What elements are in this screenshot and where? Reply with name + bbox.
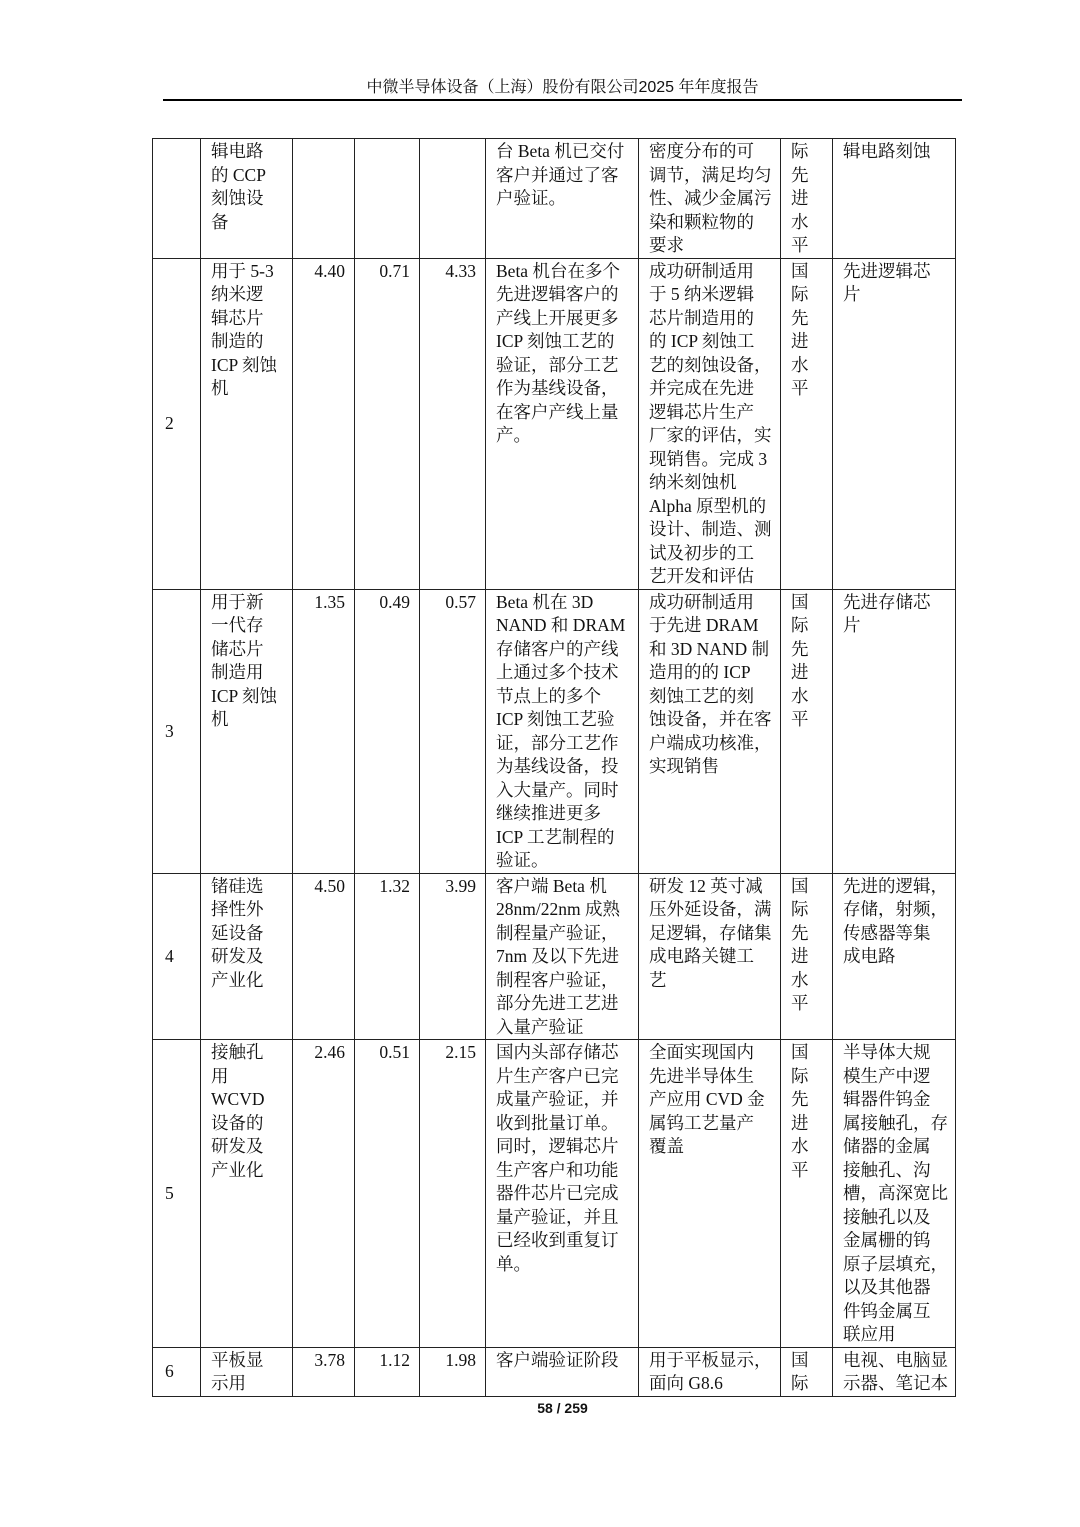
row-number: 2 — [153, 258, 201, 589]
application-text: 先进存储芯 片 — [833, 589, 956, 873]
project-name: 锗硅选 择性外 延设备 研发及 产业化 — [201, 873, 293, 1040]
rd-projects-table — [152, 138, 956, 1397]
row-number — [153, 139, 201, 259]
tech-level: 国 际 — [781, 1347, 833, 1396]
cumulative-investment: 0.57 — [420, 589, 486, 873]
application-text: 先进的逻辑， 存储，射频， 传感器等集 成电路 — [833, 873, 956, 1040]
target-text: 成功研制适用 于 5 纳米逻辑 芯片制造用的 的 ICP 刻蚀工 艺的刻蚀设备， 并完成在先进 逻辑芯片生产 厂家的评估，实 现销售。完成 3 纳米刻蚀机 Alpha 原型机的 设计、制造、测 试及初步的工 艺开发和评估 — [639, 258, 781, 589]
progress-text: 客户端 Beta 机 28nm/22nm 成熟 制程量产验证， 7nm 及以下先进 制程客户验证， 部分先进工艺进 入量产验证 — [486, 873, 639, 1040]
row-number: 3 — [153, 589, 201, 873]
current-investment: 1.12 — [355, 1347, 420, 1396]
total-investment: 1.35 — [293, 589, 355, 873]
header-divider — [163, 99, 962, 101]
current-investment — [355, 139, 420, 259]
target-text: 用于平板显示， 面向 G8.6 — [639, 1347, 781, 1396]
total-investment — [293, 139, 355, 259]
application-text: 半导体大规 模生产中逻 辑器件钨金 属接触孔，存 储器的金属 接触孔、沟 槽，高深宽比 接触孔以及 金属栅的钨 原子层填充， 以及其他器 件钨金属互 联应用 — [833, 1040, 956, 1348]
tech-level: 国 际 先 进 水 平 — [781, 873, 833, 1040]
project-name: 平板显 示用 — [201, 1347, 293, 1396]
target-text: 研发 12 英寸减 压外延设备，满 足逻辑，存储集 成电路关键工 艺 — [639, 873, 781, 1040]
progress-text: 国内头部存储芯 片生产客户已完 成量产验证，并 收到批量订单。 同时，逻辑芯片 生产客户和功能 器件芯片已完成 量产验证，并且 已经收到重复订 单。 — [486, 1040, 639, 1348]
tech-level: 国 际 先 进 水 平 — [781, 258, 833, 589]
project-name: 接触孔 用 WCVD 设备的 研发及 产业化 — [201, 1040, 293, 1348]
table-row — [153, 873, 956, 1040]
target-text: 成功研制适用 于先进 DRAM 和 3D NAND 制 造用的的 ICP 刻蚀工艺的刻 蚀设备，并在客 户端成功核准， 实现销售 — [639, 589, 781, 873]
progress-text: Beta 机在 3D NAND 和 DRAM 存储客户的产线 上通过多个技术 节点上的多个 ICP 刻蚀工艺验 证，部分工艺作 为基线设备，投 入大量产。同时 继续推进更多 ICP 工艺制程的 验证。 — [486, 589, 639, 873]
total-investment: 3.78 — [293, 1347, 355, 1396]
cumulative-investment — [420, 139, 486, 259]
current-investment: 0.71 — [355, 258, 420, 589]
table-row — [153, 1347, 956, 1396]
project-name: 用于 5-3 纳米逻 辑芯片 制造的 ICP 刻蚀 机 — [201, 258, 293, 589]
total-investment: 4.40 — [293, 258, 355, 589]
row-number: 6 — [153, 1347, 201, 1396]
application-text: 电视、电脑显 示器、笔记本 — [833, 1347, 956, 1396]
target-text: 密度分布的可 调节，满足均匀 性、减少金属污 染和颗粒物的 要求 — [639, 139, 781, 259]
current-investment: 1.32 — [355, 873, 420, 1040]
current-investment: 0.49 — [355, 589, 420, 873]
application-text: 辑电路刻蚀 — [833, 139, 956, 259]
cumulative-investment: 3.99 — [420, 873, 486, 1040]
progress-text: 客户端验证阶段 — [486, 1347, 639, 1396]
table-row — [153, 1040, 956, 1348]
cumulative-investment: 2.15 — [420, 1040, 486, 1348]
row-number: 4 — [153, 873, 201, 1040]
current-investment: 0.51 — [355, 1040, 420, 1348]
report-header-title: 中微半导体设备（上海）股份有限公司2025 年年度报告 — [366, 79, 759, 96]
page-number: 58 / 259 — [537, 1400, 588, 1416]
progress-text: Beta 机台在多个 先进逻辑客户的 产线上开展更多 ICP 刻蚀工艺的 验证，部分工艺 作为基线设备， 在客户产线上量 产。 — [486, 258, 639, 589]
table-row — [153, 139, 956, 259]
cumulative-investment: 4.33 — [420, 258, 486, 589]
row-number: 5 — [153, 1040, 201, 1348]
table-row — [153, 589, 956, 873]
tech-level: 际 先 进 水 平 — [781, 139, 833, 259]
tech-level: 国 际 先 进 水 平 — [781, 1040, 833, 1348]
target-text: 全面实现国内 先进半导体生 产应用 CVD 金 属钨工艺量产 覆盖 — [639, 1040, 781, 1348]
table-row — [153, 258, 956, 589]
total-investment: 4.50 — [293, 873, 355, 1040]
tech-level: 国 际 先 进 水 平 — [781, 589, 833, 873]
progress-text: 台 Beta 机已交付 客户并通过了客 户验证。 — [486, 139, 639, 259]
project-name: 用于新 一代存 储芯片 制造用 ICP 刻蚀 机 — [201, 589, 293, 873]
cumulative-investment: 1.98 — [420, 1347, 486, 1396]
project-name: 辑电路 的 CCP 刻蚀设 备 — [201, 139, 293, 259]
application-text: 先进逻辑芯 片 — [833, 258, 956, 589]
total-investment: 2.46 — [293, 1040, 355, 1348]
